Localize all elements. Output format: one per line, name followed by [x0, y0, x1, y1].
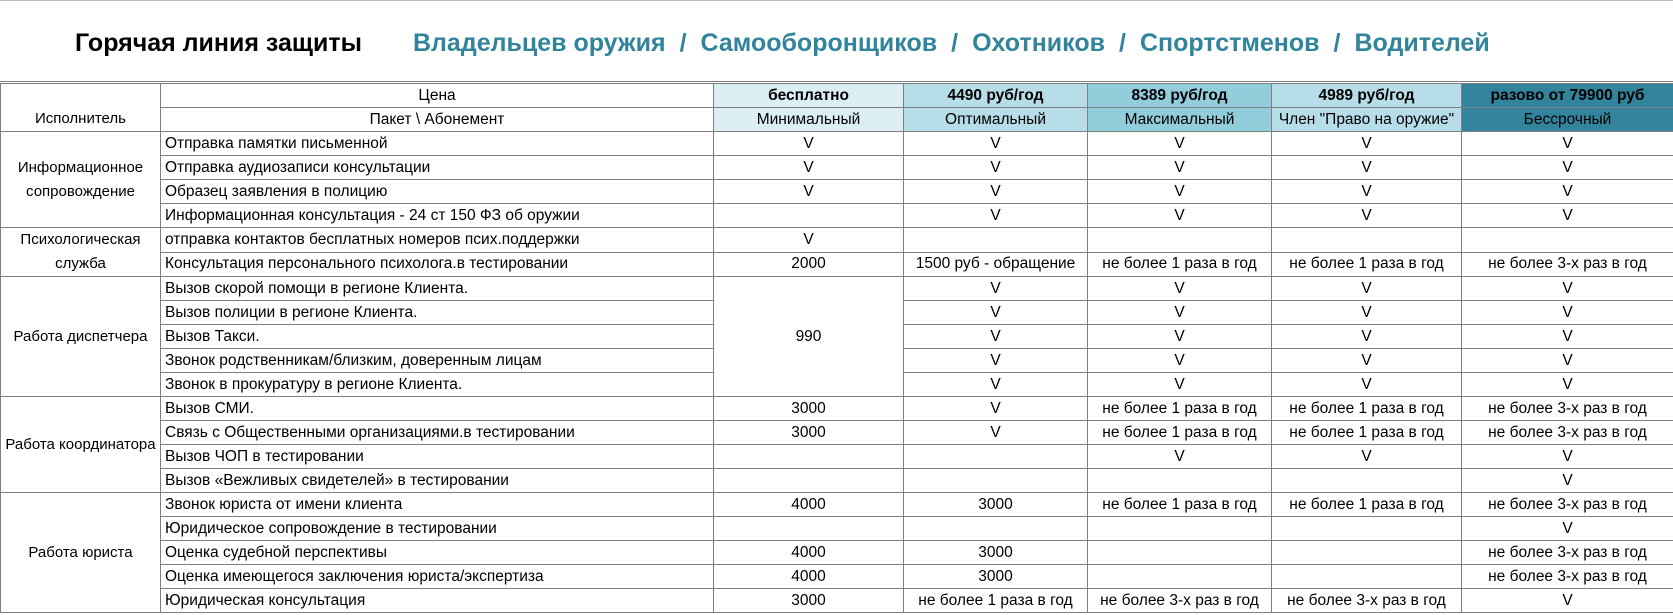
value-cell: 4000	[714, 493, 904, 517]
value-cell: V	[1462, 469, 1673, 493]
value-cell: V	[904, 156, 1088, 180]
value-cell: V	[1088, 132, 1272, 156]
plan-name-lifetime: Бессрочный	[1462, 108, 1673, 132]
value-cell: не более 3-х раз в год	[1462, 397, 1673, 421]
value-cell: V	[904, 180, 1088, 204]
service-cell: Звонок в прокуратуру в регионе Клиента.	[161, 373, 714, 397]
value-cell	[1088, 228, 1272, 253]
value-cell: V	[1462, 277, 1673, 301]
value-cell: не более 3-х раз в год	[1462, 565, 1673, 589]
value-cell: не более 1 раза в год	[1272, 493, 1462, 517]
value-cell: V	[1088, 277, 1272, 301]
table-row	[1, 445, 1673, 469]
price-label: Цена	[161, 84, 714, 108]
value-cell: не более 3-х раз в год	[1462, 252, 1673, 277]
table-row	[1, 277, 1673, 301]
value-cell: V	[1088, 204, 1272, 228]
table-row	[1, 589, 1673, 613]
value-cell: V	[1088, 325, 1272, 349]
value-cell: V	[714, 180, 904, 204]
value-cell: не более 1 раза в год	[1088, 397, 1272, 421]
value-cell: V	[1272, 132, 1462, 156]
audience-group: Владельцев оружия	[413, 29, 666, 57]
value-cell: V	[904, 349, 1088, 373]
service-cell: Звонок родственникам/близким, доверенным лицам	[161, 349, 714, 373]
value-cell: 3000	[904, 541, 1088, 565]
value-cell: V	[1088, 301, 1272, 325]
value-cell: V	[1462, 180, 1673, 204]
service-cell: Отправка памятки письменной	[161, 132, 714, 156]
value-cell: V	[714, 132, 904, 156]
title-bar	[0, 0, 1673, 82]
value-cell: V	[904, 421, 1088, 445]
service-cell: Консультация персонального психолога.в тестировании	[161, 252, 714, 277]
value-cell: не более 1 раза в год	[1272, 421, 1462, 445]
service-cell: Вызов «Вежливых свидетелей» в тестировании	[161, 469, 714, 493]
value-cell: V	[1088, 349, 1272, 373]
value-cell: V	[1272, 445, 1462, 469]
separator: /	[1333, 29, 1341, 57]
value-cell: V	[1462, 325, 1673, 349]
pricing-table	[0, 83, 1673, 613]
executor-cell: Работа координатора	[1, 397, 161, 493]
table-row	[1, 469, 1673, 493]
value-cell: V	[1462, 373, 1673, 397]
service-cell: Связь с Общественными организациями.в тестировании	[161, 421, 714, 445]
value-cell	[714, 445, 904, 469]
value-cell: V	[1272, 325, 1462, 349]
value-cell	[1088, 517, 1272, 541]
value-cell: 3000	[714, 421, 904, 445]
value-cell: 3000	[904, 493, 1088, 517]
value-cell: не более 1 раза в год	[1088, 421, 1272, 445]
value-cell	[1088, 541, 1272, 565]
value-cell: не более 1 раза в год	[904, 589, 1088, 613]
table-row	[1, 541, 1673, 565]
executor-cell: Психологическая служба	[1, 228, 161, 277]
value-cell: 2000	[714, 252, 904, 277]
audience-group: Самооборонщиков	[700, 29, 938, 57]
value-cell	[904, 469, 1088, 493]
service-cell: Вызов полиции в регионе Клиента.	[161, 301, 714, 325]
plan-name-optimal: Оптимальный	[904, 108, 1088, 132]
value-cell: V	[1272, 180, 1462, 204]
value-cell	[1088, 565, 1272, 589]
table-row	[1, 132, 1673, 156]
value-cell: V	[904, 397, 1088, 421]
value-cell: не более 3-х раз в год	[1272, 589, 1462, 613]
plan-price-lifetime: разово от 79900 руб	[1462, 84, 1673, 108]
plan-name-free: Минимальный	[714, 108, 904, 132]
value-cell: V	[904, 325, 1088, 349]
package-label: Пакет \ Абонемент	[161, 108, 714, 132]
value-cell: не более 3-х раз в год	[1462, 421, 1673, 445]
audience-groups	[413, 29, 1490, 58]
value-cell: V	[1462, 589, 1673, 613]
value-cell: V	[1462, 349, 1673, 373]
value-cell	[1272, 469, 1462, 493]
value-cell: 3000	[714, 589, 904, 613]
service-cell: Вызов Такси.	[161, 325, 714, 349]
value-cell: не более 1 раза в год	[1272, 252, 1462, 277]
value-cell: V	[714, 228, 904, 253]
table-row	[1, 397, 1673, 421]
separator: /	[679, 29, 687, 57]
value-cell: V	[1462, 301, 1673, 325]
price-row	[1, 84, 1673, 108]
table-row	[1, 204, 1673, 228]
table-row	[1, 493, 1673, 517]
value-cell: не более 1 раза в год	[1088, 252, 1272, 277]
audience-group: Охотников	[972, 29, 1105, 57]
value-cell: 4000	[714, 565, 904, 589]
service-cell: Оценка имеющегося заключения юриста/экспертиза	[161, 565, 714, 589]
service-cell: Юридическое сопровождение в тестировании	[161, 517, 714, 541]
table-row	[1, 228, 1673, 253]
value-cell: не более 1 раза в год	[1272, 397, 1462, 421]
value-cell: V	[1462, 132, 1673, 156]
value-cell: V	[904, 132, 1088, 156]
value-cell: V	[1088, 180, 1272, 204]
value-cell	[1272, 541, 1462, 565]
value-cell: V	[1088, 156, 1272, 180]
service-cell: Отправка аудиозаписи консультации	[161, 156, 714, 180]
value-cell: V	[1272, 301, 1462, 325]
separator: /	[1119, 29, 1126, 57]
service-cell: Вызов скорой помощи в регионе Клиента.	[161, 277, 714, 301]
service-cell: Вызов ЧОП в тестировании	[161, 445, 714, 469]
value-cell: V	[1272, 204, 1462, 228]
value-cell: V	[904, 301, 1088, 325]
service-cell: Звонок юриста от имени клиента	[161, 493, 714, 517]
value-cell: V	[1272, 156, 1462, 180]
executor-cell: Работа диспетчера	[1, 277, 161, 397]
value-cell	[714, 469, 904, 493]
plan-price-member: 4989 руб/год	[1272, 84, 1462, 108]
audience-group: Спортстменов	[1139, 29, 1320, 57]
value-cell	[1272, 228, 1462, 253]
value-cell: 4000	[714, 541, 904, 565]
value-cell	[904, 517, 1088, 541]
plan-name-row	[1, 108, 1673, 132]
value-cell: V	[1272, 277, 1462, 301]
executor-cell: Работа юриста	[1, 493, 161, 613]
value-cell: V	[1462, 517, 1673, 541]
value-cell: V	[1088, 445, 1272, 469]
table-row	[1, 180, 1673, 204]
executor-cell: Информационное сопровождение	[1, 132, 161, 228]
value-cell	[904, 445, 1088, 469]
value-cell	[1272, 517, 1462, 541]
value-cell: V	[1272, 349, 1462, 373]
value-cell: не более 3-х раз в год	[1088, 589, 1272, 613]
value-cell: V	[714, 156, 904, 180]
table-row	[1, 156, 1673, 180]
table-row	[1, 252, 1673, 277]
value-cell	[1272, 565, 1462, 589]
plan-price-free: бесплатно	[714, 84, 904, 108]
value-cell: V	[904, 204, 1088, 228]
service-cell: Оценка судебной перспективы	[161, 541, 714, 565]
table-row	[1, 421, 1673, 445]
value-cell: V	[1462, 156, 1673, 180]
value-cell: V	[1462, 204, 1673, 228]
table-row	[1, 517, 1673, 541]
executor-header: Исполнитель	[1, 84, 161, 132]
value-cell: V	[904, 373, 1088, 397]
value-cell: не более 1 раза в год	[1088, 493, 1272, 517]
plan-name-member: Член "Право на оружие"	[1272, 108, 1462, 132]
service-cell: Образец заявления в полицию	[161, 180, 714, 204]
value-cell	[1462, 228, 1673, 253]
table-row	[1, 565, 1673, 589]
service-cell: отправка контактов бесплатных номеров псих.поддержки	[161, 228, 714, 253]
value-cell: V	[1088, 373, 1272, 397]
value-cell: 1500 руб - обращение	[904, 252, 1088, 277]
value-cell	[714, 204, 904, 228]
value-cell	[1088, 469, 1272, 493]
value-cell: 3000	[904, 565, 1088, 589]
service-cell: Информационная консультация - 24 ст 150 ФЗ об оружии	[161, 204, 714, 228]
value-cell: V	[904, 277, 1088, 301]
plan-name-maximal: Максимальный	[1088, 108, 1272, 132]
plan-price-maximal: 8389 руб/год	[1088, 84, 1272, 108]
value-cell: 3000	[714, 397, 904, 421]
value-cell: V	[1272, 373, 1462, 397]
page-title: Горячая линия защиты	[75, 29, 362, 57]
plan-price-optimal: 4490 руб/год	[904, 84, 1088, 108]
value-cell	[714, 517, 904, 541]
merged-free-cell: 990	[714, 277, 904, 397]
value-cell: не более 3-х раз в год	[1462, 493, 1673, 517]
value-cell: не более 3-х раз в год	[1462, 541, 1673, 565]
service-cell: Юридическая консультация	[161, 589, 714, 613]
value-cell: V	[1462, 445, 1673, 469]
audience-group: Водителей	[1354, 29, 1490, 57]
value-cell	[904, 228, 1088, 253]
separator: /	[951, 29, 959, 57]
service-cell: Вызов СМИ.	[161, 397, 714, 421]
